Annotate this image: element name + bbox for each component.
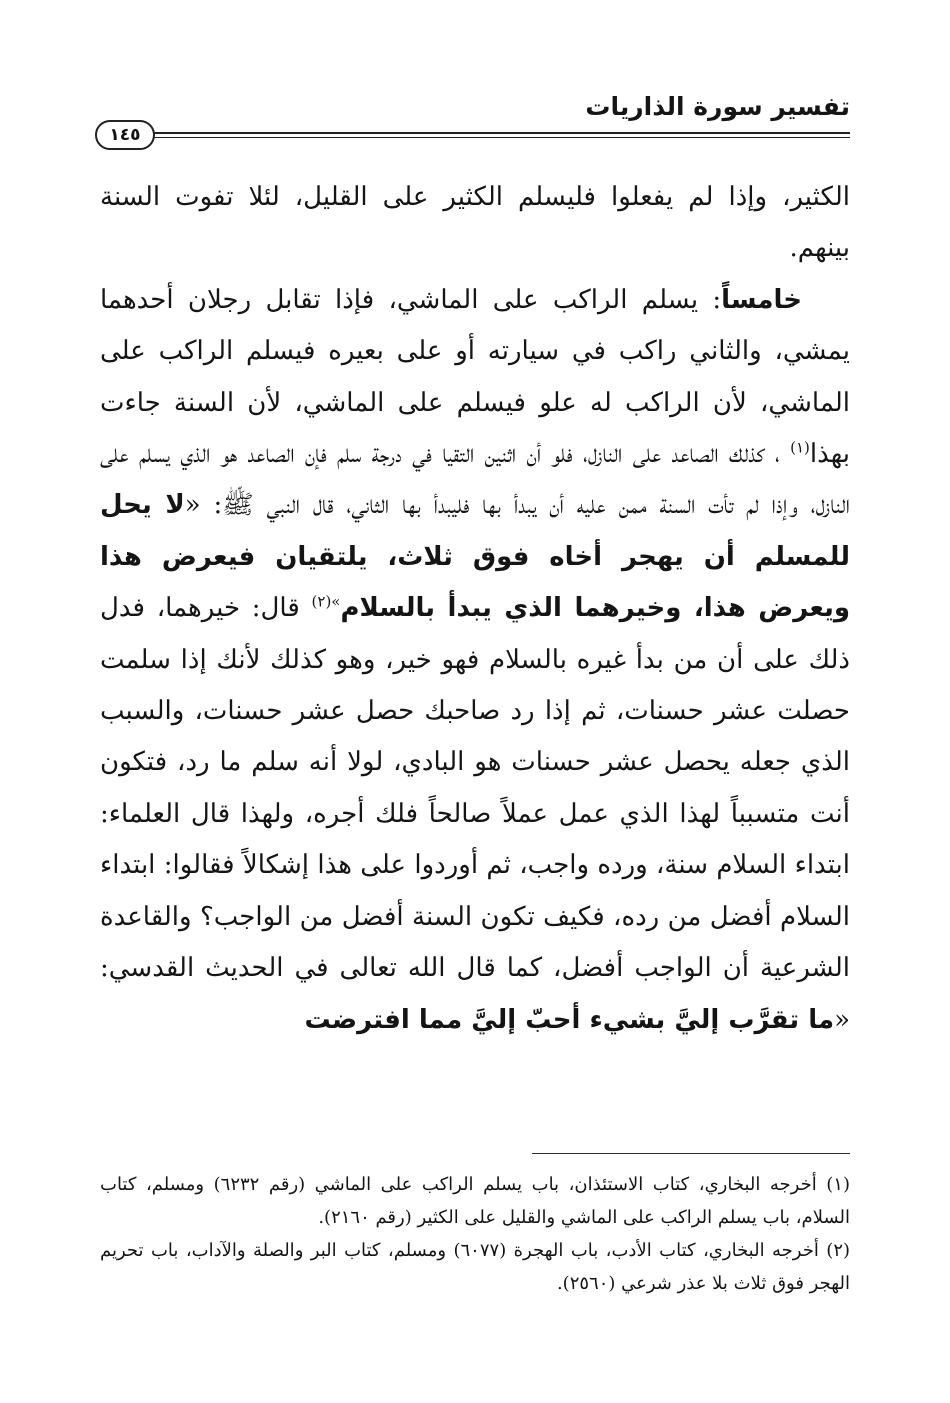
section-lead-word: خامساً: [721, 284, 802, 315]
footnote-marker-1: (١): [790, 438, 810, 457]
paragraph-2-part-3: قال: خيرهما، فدل ذلك على أن من بدأ غيره بالسلام فهو خير، وهو كذلك لأنك إذا سلمت حصلت عشر حسنات، ثم إذا رد صاحبك حصل عشر حسنات، والسبب الذي جعله يحصل عشر حسنات هو البادي، لولا أنه سلم ما رد، فتكون أنت متسبباً لهذا الذي عمل عملاً صالحاً فلك أجره، ولهذا قال العلماء: ابتداء السلام سنة، ورده واجب، ثم أوردوا على هذا إشكالاً فقالوا: ابتداء السلام أفضل من رده، فكيف تكون السنة أفضل من الواجب؟ والقاعدة الشرعية أن الواجب أفضل، كما قال الله تعالى في الحديث القدسي: «: [100, 593, 850, 1035]
main-text: [100, 172, 850, 1046]
header-rule-thick: [153, 132, 850, 134]
hadith-quote-1: لا يحل للمسلم أن يهجر أخاه فوق ثلاث، يلتقيان فيعرض هذا ويعرض هذا، وخيرهما الذي يبدأ بالسلام: [100, 490, 850, 624]
footnote-1: (١) أخرجه البخاري، كتاب الاستئذان، باب يسلم الراكب على الماشي (رقم ٦٢٣٢) ومسلم، كتاب السلام، باب يسلم الراكب على الماشي والقليل على الكثير (رقم ٢١٦٠).: [100, 1174, 850, 1228]
footnote-separator: [532, 1153, 850, 1154]
header-rule-thin: [153, 137, 850, 138]
hadith-quote-2: ما تقرَّب إليَّ بشيء أحبّ إليَّ مما افترضت: [304, 1004, 835, 1035]
running-title: تفسير سورة الذاريات: [585, 92, 850, 121]
paragraph-1-text: الكثير، وإذا لم يفعلوا فليسلم الكثير على القليل، لئلا تفوت السنة بينهم.: [100, 182, 850, 264]
footnote-2: (٢) أخرجه البخاري، كتاب الأدب، باب الهجرة (٦٠٧٧) ومسلم، كتاب البر والصلة والآداب، باب تحريم الهجر فوق ثلاث بلا عذر شرعي (٢٥٦٠).: [100, 1240, 851, 1294]
paragraph-1: [100, 172, 850, 275]
paragraph-2: [100, 275, 850, 1046]
footnote-marker-2: »(٢): [311, 592, 341, 611]
footnotes: [100, 1168, 850, 1300]
page-header: [95, 90, 850, 150]
paragraph-2-part-1: : يسلم الراكب على الماشي، فإذا تقابل رجلان أحدهما يمشي، والثاني راكب في سيارته أو على بعيره فيسلم الراكب على الماشي، لأن الراكب له علو فيسلم على الماشي، لأن السنة جاءت بهذا: [100, 284, 850, 470]
page-number-badge: ١٤٥: [95, 120, 155, 150]
paragraph-2-part-2: ، كذلك الصاعد على النازل، فلو أن اثنين التقيا في درجة سلم فإن الصاعد هو الذي يسلم على النازل، وإذا لم تأت السنة ممن عليه أن يبدأ بها فليبدأ بها الثاني، قال النبي ﷺ: «: [100, 439, 851, 521]
